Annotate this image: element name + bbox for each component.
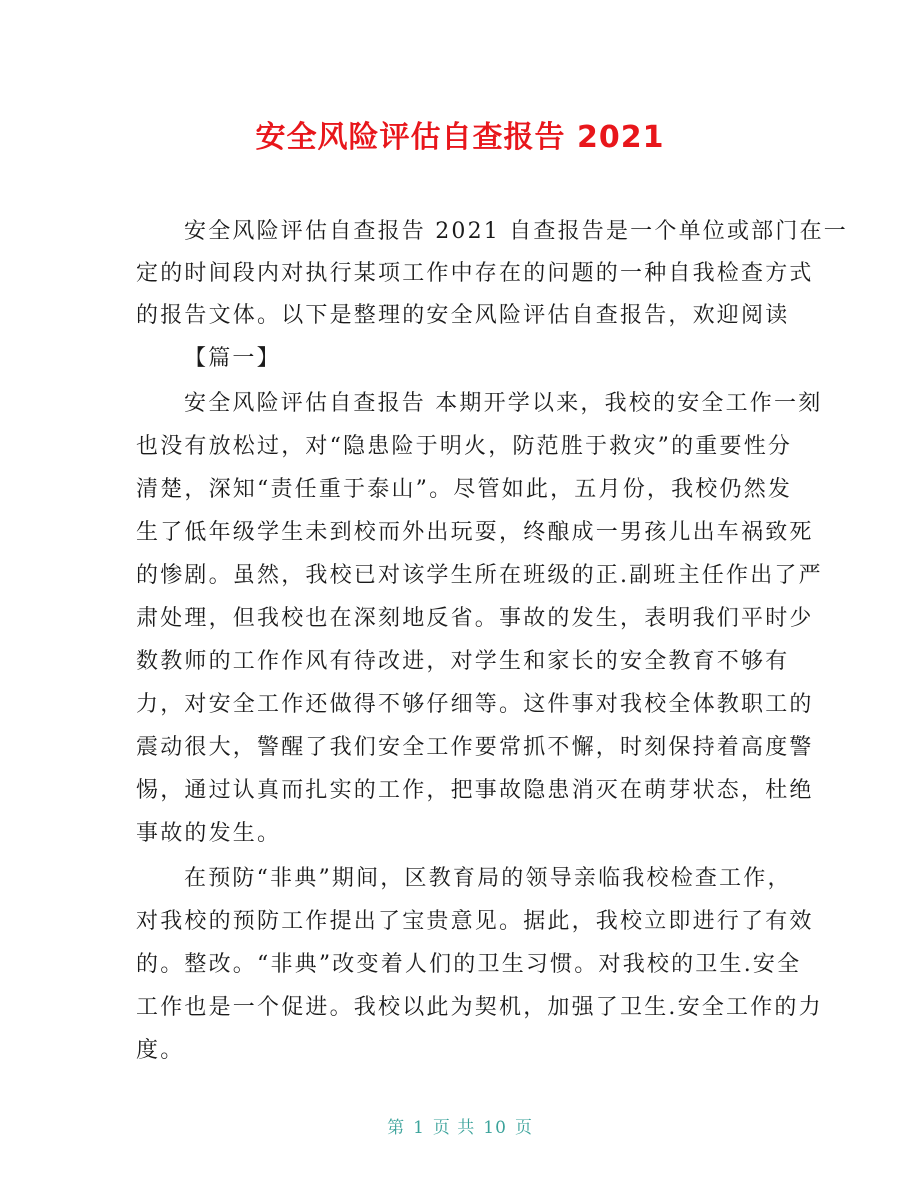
paragraph-line: 定的时间段内对执行某项工作中存在的问题的一种自我检查方式 bbox=[136, 261, 814, 286]
paragraph-line: 震动很大，警醒了我们安全工作要常抓不懈，时刻保持着高度警 bbox=[136, 735, 814, 760]
paragraph-line: 对我校的预防工作提出了宝贵意见。据此，我校立即进行了有效 bbox=[136, 909, 814, 934]
footer-suffix: 页 bbox=[514, 1118, 533, 1138]
paragraph-line: 安全风险评估自查报告 本期开学以来，我校的安全工作一刻 bbox=[184, 391, 823, 416]
paragraph-line: 惕，通过认真而扎实的工作，把事故隐患消灭在萌芽状态，杜绝 bbox=[136, 778, 814, 803]
paragraph-line: 力，对安全工作还做得不够仔细等。这件事对我校全体教职工的 bbox=[136, 692, 814, 717]
paragraph-line: 清楚，深知“责任重于泰山”。尽管如此，五月份，我校仍然发 bbox=[136, 477, 793, 502]
footer-mid: 页 共 bbox=[432, 1118, 476, 1138]
page-footer bbox=[0, 1113, 920, 1138]
page-number: 1 bbox=[413, 1118, 425, 1138]
paragraph-line: 的惨剧。虽然，我校已对该学生所在班级的正.副班主任作出了严 bbox=[136, 563, 823, 588]
section-heading: 【篇一】 bbox=[184, 346, 281, 371]
document-title: 安全风险评估自查报告 2021 bbox=[255, 120, 665, 155]
paragraph-line: 也没有放松过，对“隐患险于明火，防范胜于救灾”的重要性分 bbox=[136, 434, 793, 459]
paragraph-line: 数教师的工作作风有待改进，对学生和家长的安全教育不够有 bbox=[136, 649, 790, 674]
total-pages: 10 bbox=[483, 1118, 507, 1138]
paragraph-line: 肃处理，但我校也在深刻地反省。事故的发生，表明我们平时少 bbox=[136, 606, 814, 631]
paragraph-line: 安全风险评估自查报告 2021 自查报告是一个单位或部门在一 bbox=[184, 219, 848, 244]
paragraph-line: 事故的发生。 bbox=[136, 821, 282, 846]
paragraph-line: 生了低年级学生未到校而外出玩耍，终酿成一男孩儿出车祸致死 bbox=[136, 520, 814, 545]
footer-prefix: 第 bbox=[387, 1118, 406, 1138]
paragraph-line: 度。 bbox=[136, 1038, 185, 1063]
paragraph-line: 的。整改。“非典”改变着人们的卫生习惯。对我校的卫生.安全 bbox=[136, 952, 802, 977]
paragraph-line: 工作也是一个促进。我校以此为契机，加强了卫生.安全工作的力 bbox=[136, 995, 823, 1020]
paragraph-line: 的报告文体。以下是整理的安全风险评估自查报告，欢迎阅读 bbox=[136, 303, 790, 328]
paragraph-line: 在预防“非典”期间，区教育局的领导亲临我校检查工作， bbox=[184, 866, 792, 891]
